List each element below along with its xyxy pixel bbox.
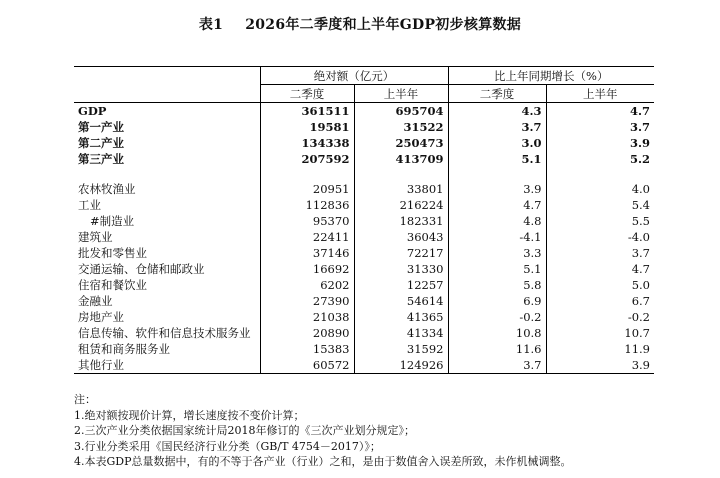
table-row	[74, 119, 654, 135]
table-row	[74, 293, 654, 309]
header-h1: 上半年	[354, 85, 448, 103]
cell-h1-growth: 5.0	[546, 277, 654, 293]
row-label: 金融业	[78, 294, 113, 308]
cell-q2-value: 134338	[260, 135, 354, 151]
header-corner	[74, 67, 260, 103]
spacer-cell	[354, 167, 448, 181]
cell-q2-value: 19581	[260, 119, 354, 135]
cell-h1-growth: 5.4	[546, 197, 654, 213]
notes-heading: 注：	[74, 393, 96, 406]
header-q2-growth: 二季度	[448, 85, 546, 103]
table-row	[74, 309, 654, 325]
note-item: 2.三次产业分类依据国家统计局2018年修订的《三次产业划分规定》；	[74, 424, 415, 437]
note-item: 4.本表GDP总量数据中，有的不等于各产业（行业）之和，是由于数值舍入误差所致，未作机械调整。	[74, 455, 572, 468]
table-row	[74, 103, 654, 120]
table-row	[74, 181, 654, 197]
cell-q2-value: 20951	[260, 181, 354, 197]
row-label: 批发和零售业	[78, 246, 147, 260]
cell-q2-growth: 4.3	[448, 103, 546, 120]
cell-q2-value: 16692	[260, 261, 354, 277]
cell-h1-growth: 11.9	[546, 341, 654, 357]
cell-h1-value: 41334	[354, 325, 448, 341]
row-label: 交通运输、仓储和邮政业	[78, 262, 205, 276]
cell-h1-value: 413709	[354, 151, 448, 167]
note-item: 3.行业分类采用《国民经济行业分类（GB/T 4754－2017）》；	[74, 439, 381, 453]
row-label: 其他行业	[74, 357, 260, 374]
spacer-row	[74, 167, 654, 181]
row-label: #制造业	[90, 214, 135, 228]
cell-h1-value: 216224	[354, 197, 448, 213]
cell-h1-growth: 3.7	[546, 245, 654, 261]
cell-h1-value: 36043	[354, 229, 448, 245]
cell-q2-growth: 3.3	[448, 245, 546, 261]
cell-h1-growth: 5.2	[546, 151, 654, 167]
table-row	[74, 151, 654, 167]
row-label: 信息传输、软件和信息技术服务业	[78, 326, 251, 340]
header-growth: 比上年同期增长（%）	[448, 67, 654, 85]
table-row	[74, 325, 654, 341]
cell-h1-value: 41365	[354, 309, 448, 325]
table-row	[74, 213, 654, 229]
row-label: GDP	[78, 104, 107, 118]
table-row	[74, 135, 654, 151]
header-row-top	[74, 67, 654, 85]
cell-h1-value: 695704	[354, 103, 448, 120]
cell-h1-growth: 4.7	[546, 103, 654, 120]
cell-q2-growth: 4.8	[448, 213, 546, 229]
cell-h1-value: 124926	[354, 357, 448, 374]
cell-q2-growth: 4.7	[448, 197, 546, 213]
table-row	[74, 277, 654, 293]
cell-h1-value: 250473	[354, 135, 448, 151]
cell-h1-growth: 4.7	[546, 261, 654, 277]
row-label: 第三产业	[78, 152, 124, 166]
row-label: 第一产业	[78, 120, 124, 134]
row-label: 第二产业	[78, 136, 124, 150]
header-q2: 二季度	[260, 85, 354, 103]
cell-h1-value: 33801	[354, 181, 448, 197]
cell-q2-value: 112836	[260, 197, 354, 213]
cell-h1-growth: -4.0	[546, 229, 654, 245]
table-row	[74, 197, 654, 213]
cell-q2-growth: -0.2	[448, 309, 546, 325]
cell-q2-growth: 3.9	[448, 181, 546, 197]
cell-q2-value: 60572	[260, 357, 354, 374]
table-row	[74, 341, 654, 357]
cell-q2-value: 21038	[260, 309, 354, 325]
row-label: 房地产业	[78, 310, 124, 324]
cell-h1-value: 72217	[354, 245, 448, 261]
cell-q2-value: 37146	[260, 245, 354, 261]
cell-h1-growth: 5.5	[546, 213, 654, 229]
cell-h1-value: 31592	[354, 341, 448, 357]
table-number: 表1	[198, 17, 224, 33]
cell-h1-value: 12257	[354, 277, 448, 293]
row-label: 建筑业	[78, 230, 113, 244]
cell-h1-value: 31330	[354, 261, 448, 277]
spacer-cell	[74, 167, 260, 181]
cell-q2-growth: 5.8	[448, 277, 546, 293]
table-row	[74, 261, 654, 277]
cell-q2-value: 207592	[260, 151, 354, 167]
cell-h1-growth: 3.9	[546, 135, 654, 151]
cell-q2-growth: 11.6	[448, 341, 546, 357]
cell-h1-growth: 10.7	[546, 325, 654, 341]
spacer-cell	[260, 167, 354, 181]
cell-h1-growth: 6.7	[546, 293, 654, 309]
note-item: 1.绝对额按现价计算，增长速度按不变价计算；	[74, 408, 305, 422]
header-absolute: 绝对额（亿元）	[260, 67, 448, 85]
cell-q2-growth: 5.1	[448, 261, 546, 277]
cell-q2-growth: 3.0	[448, 135, 546, 151]
table-row	[74, 229, 654, 245]
table-row	[74, 357, 654, 374]
table-title	[0, 14, 720, 34]
cell-h1-value: 54614	[354, 293, 448, 309]
row-label: 工业	[78, 198, 101, 212]
cell-q2-growth: 3.7	[448, 119, 546, 135]
cell-h1-growth: 4.0	[546, 181, 654, 197]
cell-q2-value: 6202	[260, 277, 354, 293]
spacer-cell	[448, 167, 546, 181]
cell-h1-value: 182331	[354, 213, 448, 229]
cell-h1-value: 31522	[354, 119, 448, 135]
cell-q2-growth: 6.9	[448, 293, 546, 309]
cell-q2-growth: -4.1	[448, 229, 546, 245]
table-body	[74, 103, 654, 374]
cell-h1-growth: 3.9	[546, 357, 654, 374]
cell-q2-value: 22411	[260, 229, 354, 245]
table-title-text: 2026年二季度和上半年GDP初步核算数据	[245, 17, 522, 33]
cell-q2-value: 27390	[260, 293, 354, 309]
header-h1-growth: 上半年	[546, 85, 654, 103]
cell-q2-growth: 10.8	[448, 325, 546, 341]
cell-h1-growth: 3.7	[546, 119, 654, 135]
row-label: 农林牧渔业	[78, 182, 136, 196]
cell-q2-value: 15383	[260, 341, 354, 357]
cell-q2-value: 361511	[260, 103, 354, 120]
cell-q2-value: 20890	[260, 325, 354, 341]
gdp-table	[74, 66, 654, 374]
cell-q2-value: 95370	[260, 213, 354, 229]
cell-q2-growth: 5.1	[448, 151, 546, 167]
row-label: 租赁和商务服务业	[78, 342, 170, 356]
cell-q2-growth: 3.7	[448, 357, 546, 374]
table-row	[74, 245, 654, 261]
row-label: 住宿和餐饮业	[78, 278, 147, 292]
spacer-cell	[546, 167, 654, 181]
notes	[74, 392, 654, 470]
cell-h1-growth: -0.2	[546, 309, 654, 325]
